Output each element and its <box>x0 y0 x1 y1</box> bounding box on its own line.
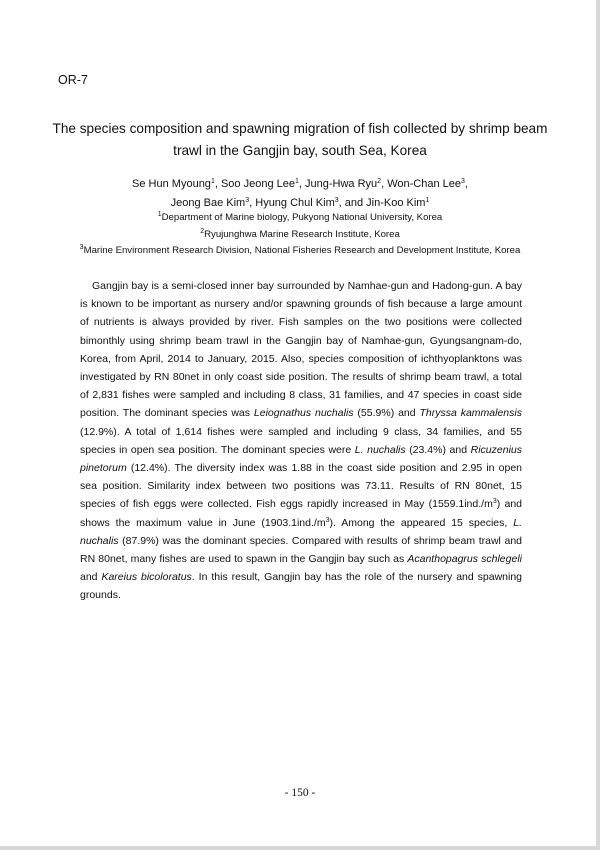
author-sep: , <box>249 197 256 209</box>
author-sep: , <box>298 178 306 190</box>
abstract-text: (55.9%) and <box>353 407 420 420</box>
author-name: Soo Jeong Lee <box>220 178 295 190</box>
species-name: Acanthopagrus schlegeli <box>407 553 522 566</box>
author-name: Won-Chan Lee <box>387 178 461 190</box>
author-sep: , <box>214 178 221 190</box>
abstract-text: and <box>80 571 102 584</box>
author-list <box>40 175 560 213</box>
abstract-body <box>80 277 522 605</box>
author-sup: 3 <box>245 197 250 204</box>
page-edge-shadow <box>596 0 600 850</box>
affiliation-list <box>40 210 560 260</box>
author-sup: 1 <box>210 178 215 185</box>
unit-exponent: 3 <box>492 498 497 506</box>
page-number: - 150 - <box>284 787 316 799</box>
author-name: Jin-Koo Kim <box>366 197 426 209</box>
author-sep: , and <box>338 197 367 209</box>
abstract-text: (23.4%) and <box>405 443 471 456</box>
author-sup: 1 <box>294 178 299 185</box>
author-sup: 1 <box>425 197 430 204</box>
abstract-text: ). Among the appeared 15 species, <box>329 516 514 529</box>
author-sep: , <box>464 178 468 190</box>
abstract-text: (87.9%) was the dominant species. Compared with results of shrimp beam trawl and RN 80net, many fishes are used to spawn in the Gangjin bay such as <box>80 534 522 566</box>
abstract-text: (12.9%). A total of 1,614 fishes were sampled and including 9 class, 34 families, and 55 species in open sea position. The dominant species were <box>80 425 522 456</box>
author-sup: 3 <box>460 178 465 185</box>
affiliation-text: Marine Environment Research Division, National Fisheries Research and Development Institute, Korea <box>83 245 521 257</box>
unit-exponent: 3 <box>325 516 330 524</box>
species-name: Leiognathus nuchalis <box>253 407 354 420</box>
author-sep: , <box>381 178 388 190</box>
page-edge-shadow-bottom <box>0 846 600 850</box>
abstract-text: (12.4%). The diversity index was 1.88 in the coast side position and 2.95 in open sea position. Similarity index between two positions was 73.11. Results of RN 80net, 15 species of fish eggs were collected. Fish eggs rapidly increased in May (1559.1ind./m <box>80 462 522 511</box>
species-name: L. nuchalis <box>354 443 406 456</box>
author-sup: 3 <box>334 197 339 204</box>
abstract-code: OR-7 <box>58 73 88 87</box>
author-sup: 2 <box>377 178 382 185</box>
affiliation <box>40 227 560 244</box>
species-name: Ricuzenius pinetorum <box>80 443 522 475</box>
affiliation-text: Ryujunghwa Marine Research Institute, Korea <box>204 228 400 240</box>
author-name: Jung-Hwa Ryu <box>305 178 378 190</box>
species-name: L. nuchalis <box>80 516 522 547</box>
affiliation-sup: 2 <box>200 227 205 235</box>
species-name: Thryssa kammalensis <box>419 407 522 420</box>
species-name: Kareius bicoloratus <box>101 571 192 584</box>
affiliation-sup: 1 <box>157 211 162 218</box>
affiliation <box>40 243 560 260</box>
affiliation-text: Department of Marine biology, Pukyong National University, Korea <box>161 212 443 223</box>
abstract-text: Gangjin bay is a semi-closed inner bay surrounded by Namhae-gun and Hadong-gun. A bay is known to be important as nursery and/or spawning grounds of fish because a large amount of nutrients is always provided by river. Fish samples on the two positions were collected bimonthly using shrimp beam trawl in the Gangjin bay of Namhae-gun, Gyungsangnam-do, Korea, from April, 2014 to January, 2015. Also, species composition of ichthyoplanktons was investigated by RN 80net in only coast side position. The results of shrimp beam trawl, a total of 2,831 fishes were sampled and including 8 class, 31 families, and 47 species in coast side position. The dominant species was <box>80 280 522 420</box>
abstract-text: ) and shows the maximum value in June (1903.1ind./m <box>80 498 522 529</box>
author-name: Jeong Bae Kim <box>170 197 246 209</box>
author-name: Hyung Chul Kim <box>255 197 335 209</box>
author-name: Se Hun Myoung <box>132 178 211 190</box>
paper-title: The species composition and spawning migration of fish collected by shrimp beam trawl in the Gangjin bay, south Sea, Korea <box>52 121 548 158</box>
affiliation <box>40 210 560 227</box>
abstract-text: . In this result, Gangjin bay has the role of the nursery and spawning grounds. <box>80 571 523 602</box>
affiliation-sup: 3 <box>79 244 84 252</box>
